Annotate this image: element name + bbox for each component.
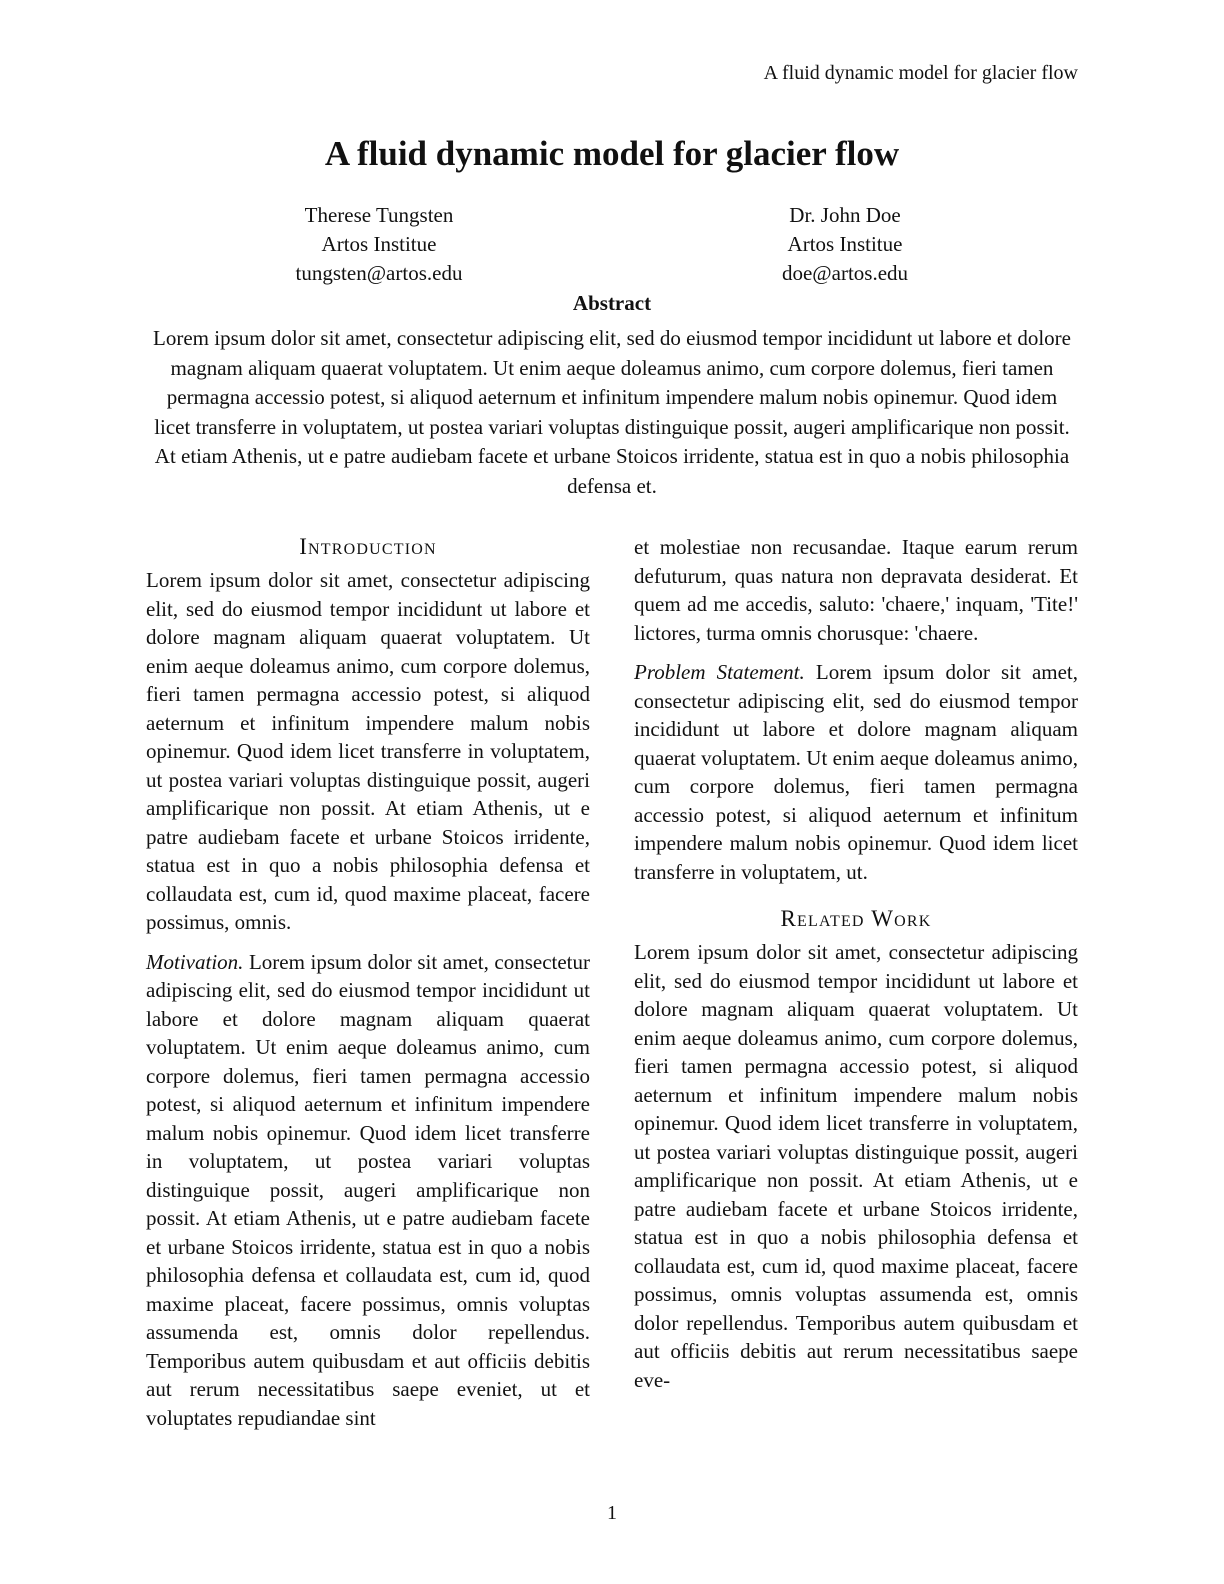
abstract-heading: Abstract [572, 291, 652, 315]
paper-title: A fluid dynamic model for glacier flow [324, 134, 900, 173]
abstract-text: Lorem ipsum dolor sit amet, consectetur adipiscing elit, sed do eiusmod tempor incididunt ut labore et dolore magnam aliquam quaerat voluptatem. Ut enim aeque doleamus animo, cum corpore dolemus, fieri tamen permagna accessio potest, si aliquod aeternum et infinitum impendere malum nobis opinemur. Quod idem licet transferre in voluptatem, ut postea variari voluptas distinguique possit, augeri amplificarique non possit. At etiam Athenis, ut e patre audiebam facete et urbane Stoicos irridente, statua est in quo a nobis philosophia defensa et. [153, 326, 1071, 498]
author-1-name: Therese Tungsten [304, 203, 454, 227]
author-2-email: doe@artos.edu [781, 261, 909, 285]
author-1-email: tungsten@artos.edu [295, 261, 463, 285]
motivation-runin-heading: Motivation. [146, 949, 244, 974]
page-number: 1 [607, 1502, 617, 1524]
related-work-paragraph: Lorem ipsum dolor sit amet, consectetur adipiscing elit, sed do eiusmod tempor incididunt ut labore et dolore magnam aliquam quaerat voluptatem. Ut enim aeque doleamus animo, cum corpore dolemus, fieri tamen permagna accessio potest, si aliquod aeternum et infinitum impendere malum nobis opinemur. Quod idem licet transferre in voluptatem, ut postea variari voluptas distinguique possit, augeri amplificarique non possit. At etiam Athenis, ut e patre audiebam facete et urbane Stoicos irridente, statua est in quo a nobis philosophia defensa et collaudata est, cum id, quod maxime placeat, facere possimus, omnis voluptas assumenda est, omnis dolor repellendus. Temporibus autem quibusdam et aut officiis debitis aut rerum necessitatibus saepe eve- [634, 940, 1078, 1392]
author-2-name: Dr. John Doe [789, 203, 901, 227]
introduction-paragraph: Lorem ipsum dolor sit amet, consectetur adipiscing elit, sed do eiusmod tempor incididunt ut labore et dolore magnam aliquam quaerat voluptatem. Ut enim aeque doleamus animo, cum corpore dolemus, fieri tamen permagna accessio potest, si aliquod aeternum et infinitum impendere malum nobis opinemur. Quod idem licet transferre in voluptatem, ut postea variari voluptas distinguique possit, augeri amplificarique non possit. At etiam Athenis, ut e patre audiebam facete et urbane Stoicos irridente, statua est in quo a nobis philosophia defensa et collaudata est, cum id, quod maxime placeat, facere possimus, omnis. [146, 568, 590, 934]
section-heading-introduction: Introduction [299, 534, 437, 559]
introduction-continuation-paragraph: et molestiae non recusandae. Itaque earum rerum defuturum, quas natura non depravata desiderat. Et quem ad me accedis, saluto: 'chaere,' inquam, 'Tite!' lictores, turma omnis chorusque: 'chaere. [634, 535, 1078, 645]
author-block [146, 201, 1078, 288]
author-2-affiliation: Artos Institue [787, 232, 903, 256]
right-column [634, 533, 1078, 1432]
motivation-paragraph [146, 948, 590, 1433]
left-column [146, 533, 590, 1432]
problem-statement-paragraph [634, 658, 1078, 886]
motivation-paragraph-text: Lorem ipsum dolor sit amet, consectetur adipiscing elit, sed do eiusmod tempor incididunt ut labore et dolore magnam aliquam quaerat voluptatem. Ut enim aeque doleamus animo, cum corpore dolemus, fieri tamen permagna accessio potest, si aliquod aeternum et infinitum impendere malum nobis opinemur. Quod idem licet transferre in voluptatem, ut postea variari voluptas distinguique possit, augeri amplificarique non possit. At etiam Athenis, ut e patre audiebam facete et urbane Stoicos irridente, statua est in quo a nobis philosophia defensa et collaudata est, cum id, quod maxime placeat, facere possimus, omnis voluptas assumenda est, omnis dolor repellendus. Temporibus autem quibusdam et aut officiis debitis aut rerum necessitatibus saepe eveniet, ut et voluptates repudiandae sint [146, 949, 591, 1430]
author-1-affiliation: Artos Institue [321, 232, 437, 256]
body-columns [146, 533, 1078, 1432]
section-heading-related-work: Related Work [780, 906, 932, 931]
problem-statement-paragraph-text: Lorem ipsum dolor sit amet, consectetur adipiscing elit, sed do eiusmod tempor incididunt ut labore et dolore magnam aliquam quaerat voluptatem. Ut enim aeque doleamus animo, cum corpore dolemus, fieri tamen permagna accessio potest, si aliquod aeternum et infinitum impendere malum nobis opinemur. Quod idem licet transferre in voluptatem, ut. [634, 660, 1078, 884]
author-1 [146, 201, 612, 288]
running-header: A fluid dynamic model for glacier flow [763, 62, 1078, 84]
author-2 [612, 201, 1078, 288]
problem-statement-runin-heading: Problem Statement. [634, 660, 805, 684]
